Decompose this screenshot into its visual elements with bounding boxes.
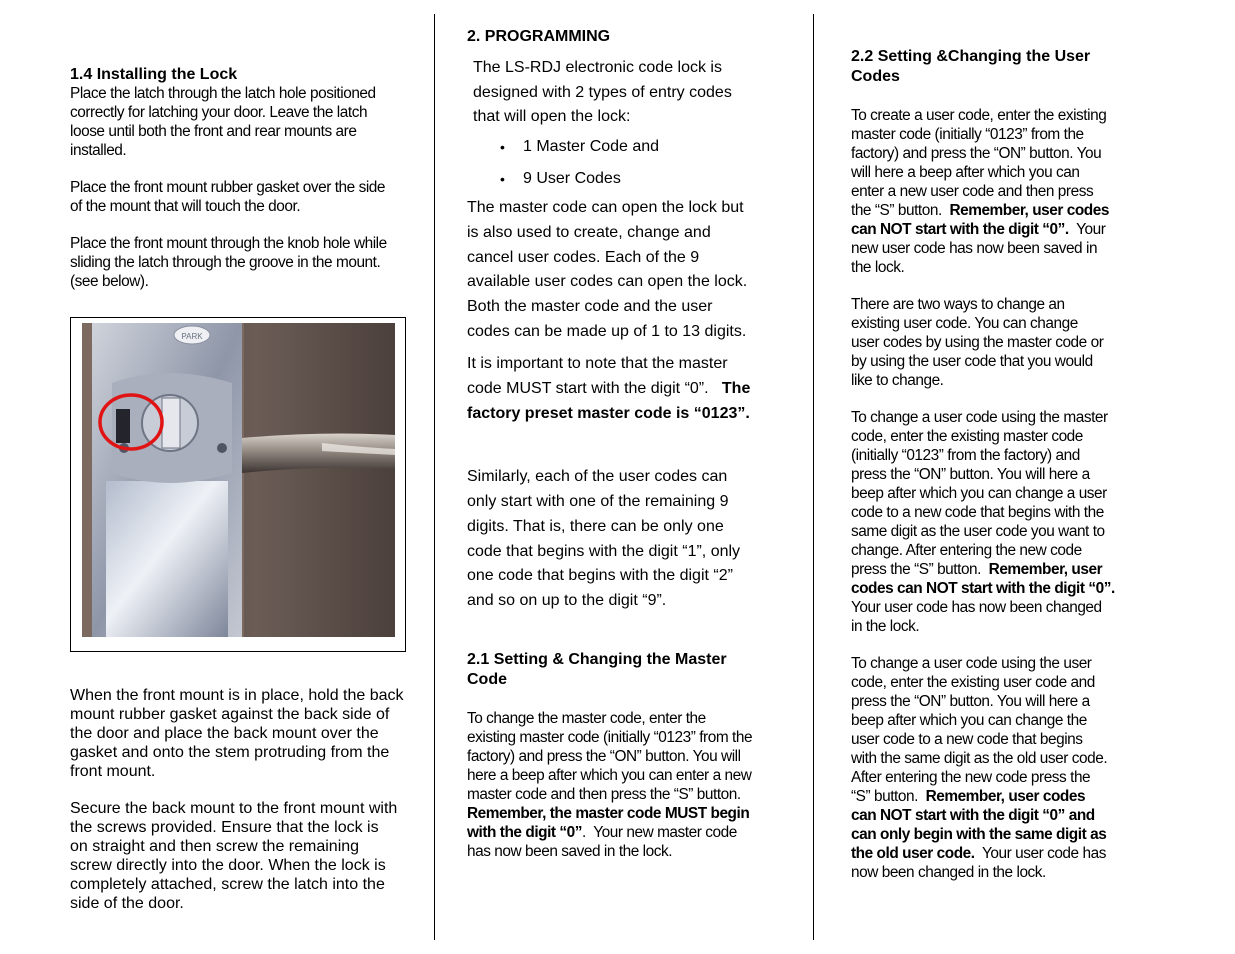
code-types-list	[467, 131, 797, 195]
section-heading-user-codes: 2.2 Setting &Changing the User Codes	[851, 48, 1091, 85]
paragraph-note: It is important to note that the master code MUST start with the digit “0”. The factory preset master code is “0123”.	[467, 355, 751, 422]
paragraph-front-mount: Place the front mount through the knob hole while sliding the latch through the groove in the mount. (see below).	[70, 235, 387, 290]
list-item: • 1 Master Code and	[467, 131, 797, 163]
column-installing-continued	[70, 686, 425, 913]
column-divider-right	[813, 14, 814, 940]
paragraph-user-codes: Similarly, each of the user codes can only start with one of the remaining 9 digits. That is, there can be only one code that begins with the digit “1”, only one code that begins with the digit “2” and so on up to the digit “9”.	[467, 468, 741, 609]
paragraph-change-master: To change the master code, enter the existing master code (initially “0123” from the factory) and press the “ON” button. You will here a beep after which you can enter a new master code and then press the “S” button. Remember, the master code MUST begin with the digit “0”. Your new master code has now been saved in the lock.	[467, 710, 753, 860]
column-master-section	[467, 650, 797, 861]
section-heading-master: 2.1 Setting & Changing the Master Code	[467, 651, 727, 688]
paragraph-latch: Place the latch through the latch hole positioned correctly for latching your door. Leave the latch loose until both the front and rear mounts are installed.	[70, 85, 376, 159]
paragraph-secure: Secure the back mount to the front mount with the screws provided. Ensure that the lock is on straight and then screw the remaining screw directly into the door. When the lock is completely attached, screw the latch into the side of the door.	[70, 800, 398, 912]
paragraph-change-via-user: To change a user code using the user code, enter the existing user code and press the “ON” button. You will here a beep after which you can change the user code to a new code that begins with the same digit as the old user code. After entering the new code press the “S” button. Remember, user codes can NOT start with the digit “0” and can only begin with the same digit as the old user code. Your user code has now been changed in the lock.	[851, 655, 1108, 881]
lock-brand-text: PARK	[181, 332, 203, 341]
paragraph-gasket: Place the front mount rubber gasket over the side of the mount that will touch the door.	[70, 179, 386, 215]
paragraph-intro: The LS-RDJ electronic code lock is designed with 2 types of entry codes that will open the lock:	[473, 59, 732, 126]
paragraph-back-mount: When the front mount is in place, hold the back mount rubber gasket against the back side of the door and place the back mount over the gasket and onto the stem protruding from the front mount.	[70, 687, 404, 780]
column-divider-left	[434, 14, 435, 940]
paragraph-change-via-master: To change a user code using the master code, enter the existing master code (initially “0123” from the factory) and press the “ON” button. You will here a beep after which you can change a user code to a new code that begins with the same digit as the user code you want to change. After entering the new code press the “S” button. Remember, user codes can NOT start with the digit “0”. Your user code has now been changed in the lock.	[851, 409, 1115, 635]
section-heading-installing: 1.4 Installing the Lock	[70, 66, 238, 83]
paragraph-two-ways: There are two ways to change an existing user code. You can change user codes by using the master code or by using the user code that you would like to change.	[851, 296, 1104, 389]
list-item: • 9 User Codes	[467, 163, 797, 195]
column-user-codes	[851, 47, 1186, 882]
paragraph-master-code: The master code can open the lock but is also used to create, change and cancel user codes. Each of the 9 available user codes can open the lock. Both the master code and the user codes can be made up of 1 to 13 digits.	[467, 199, 748, 340]
paragraph-create-user: To create a user code, enter the existing master code (initially “0123” from the factory) and press the “ON” button. You will here a beep after which you can enter a new user code and then press the “S” button. Remember, user codes can NOT start with the digit “0”. Your new user code has now been saved in the lock.	[851, 107, 1109, 276]
section-heading-programming: 2. PROGRAMMING	[467, 28, 611, 45]
lock-photo	[82, 323, 395, 637]
column-programming	[467, 27, 797, 614]
lock-photo-frame	[70, 317, 406, 652]
column-installing	[70, 65, 420, 291]
